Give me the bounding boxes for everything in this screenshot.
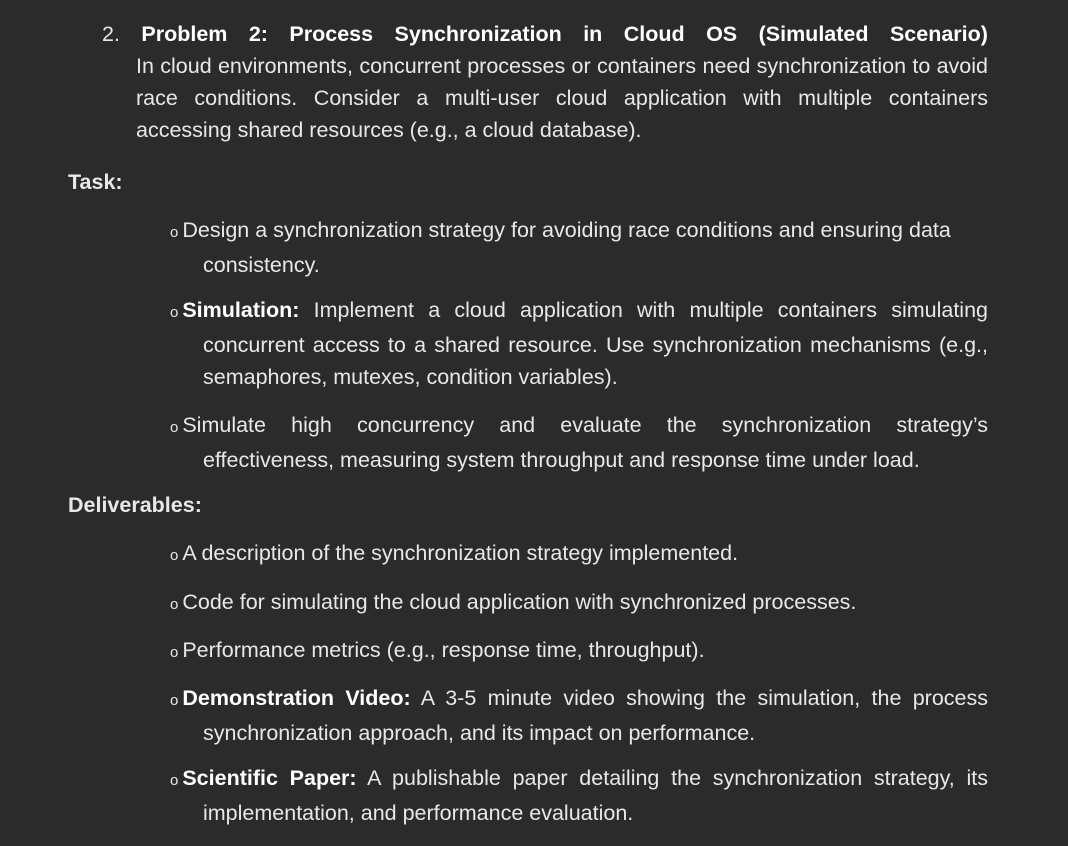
bullet-icon: o [170, 692, 179, 709]
bullet-icon: o [170, 547, 179, 564]
task-item-text: Design a synchronization strategy for avoiding race conditions and ensuring data [182, 218, 951, 242]
deliverable-item-text: A 3-5 minute video showing the simulation, the process [410, 686, 988, 710]
task-item-continuation: effectiveness, measuring system throughput and response time under load. [203, 448, 920, 472]
deliverable-item-bold: Scientific Paper: [182, 766, 357, 790]
deliverable-item-text: A publishable paper detailing the synchronization strategy, its [356, 766, 988, 790]
bullet-icon: o [170, 644, 179, 661]
problem-intro: In cloud environments, concurrent processes or containers need synchronization to avoid race conditions. Consider a multi-user cloud application with multiple containers accessing shared resources (e.g., a cloud database). [136, 54, 988, 142]
bullet-icon: o [170, 224, 179, 241]
task-item-text: Implement a cloud application with multiple containers simulating [299, 298, 988, 322]
task-item [170, 294, 988, 393]
title-word: Problem [141, 22, 228, 46]
task-item-text: Simulate high concurrency and evaluate the synchronization strategy’s [182, 413, 988, 437]
task-item-continuation: consistency. [203, 253, 320, 277]
title-word: Cloud [623, 22, 685, 46]
deliverable-item-text: A description of the synchronization strategy implemented. [182, 541, 739, 565]
bullet-icon: o [170, 596, 179, 613]
title-word: Scenario) [889, 22, 988, 46]
deliverable-item [170, 586, 988, 621]
title-word: in [583, 22, 603, 46]
task-item-bold: Simulation: [182, 298, 300, 322]
deliverable-item-text: Code for simulating the cloud application with synchronized processes. [182, 590, 857, 614]
problem-title [102, 18, 988, 50]
title-word: (Simulated [758, 22, 869, 46]
deliverable-item [170, 537, 988, 572]
title-word: OS [706, 22, 738, 46]
deliverable-item [170, 682, 988, 749]
bullet-icon: o [170, 419, 179, 436]
deliverable-item-text: Performance metrics (e.g., response time, throughput). [182, 638, 705, 662]
deliverable-item [170, 634, 988, 669]
problem-number: 2. [102, 22, 120, 46]
deliverable-item-continuation: implementation, and performance evaluation. [203, 801, 634, 825]
deliverable-item [170, 762, 988, 829]
task-label: Task: [68, 170, 123, 194]
task-item [170, 214, 988, 281]
task-item [170, 409, 988, 476]
title-word: Synchronization [394, 22, 562, 46]
title-word: 2: [248, 22, 268, 46]
title-word: Process [289, 22, 374, 46]
problem-heading [102, 18, 988, 146]
deliverables-label: Deliverables: [68, 493, 202, 517]
deliverable-item-continuation: synchronization approach, and its impact on performance. [203, 721, 756, 745]
task-item-continuation: concurrent access to a shared resource. Use synchronization mechanisms (e.g., semaphores, mutexes, condition variables). [203, 333, 988, 389]
bullet-icon: o [170, 304, 179, 321]
deliverable-item-bold: Demonstration Video: [182, 686, 411, 710]
bullet-icon: o [170, 772, 179, 789]
